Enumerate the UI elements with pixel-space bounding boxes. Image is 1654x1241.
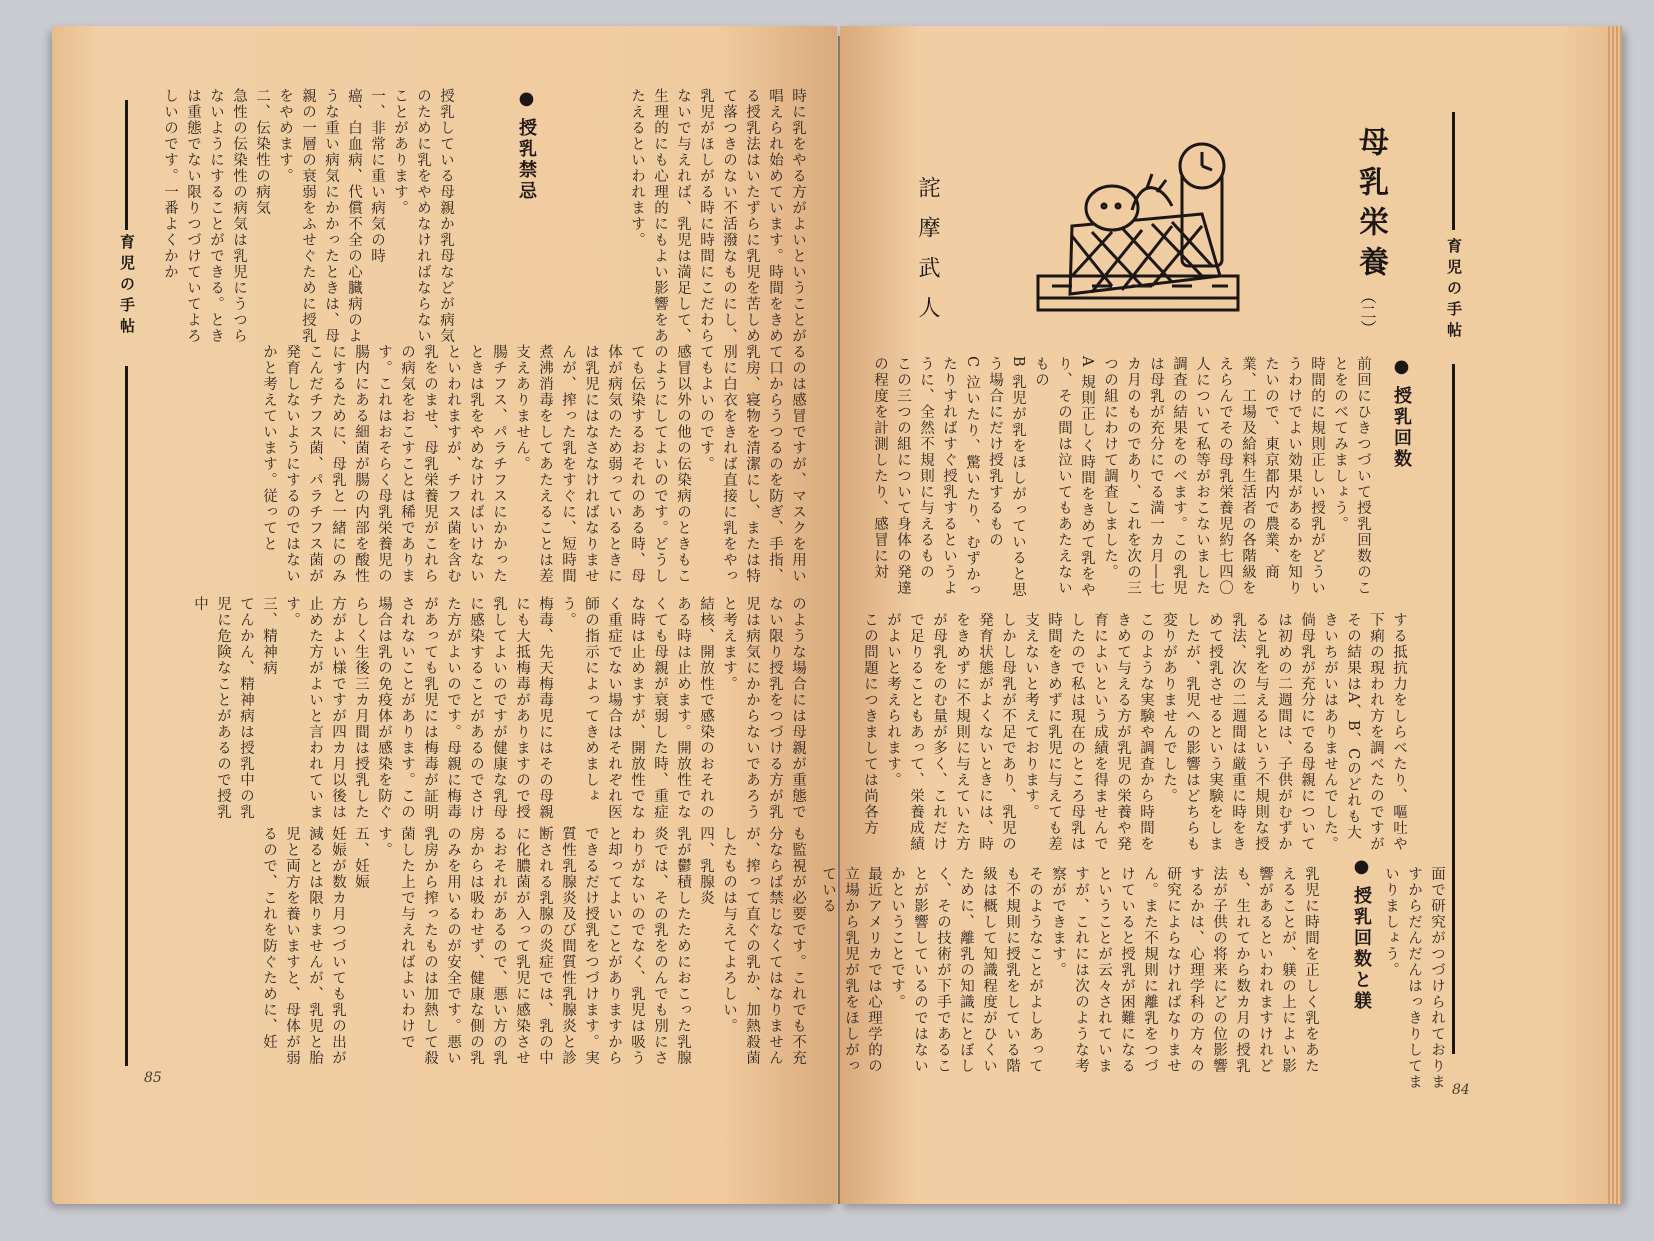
heading-kinki-text: 授乳禁忌 (516, 118, 537, 202)
right-sidebar-rule-top (1452, 112, 1455, 230)
right-col-bot-2: 面で研究がつづけられておりますからだんだんはっきりしてまいりましょう。 (1383, 866, 1445, 1090)
bullet-dot-icon: ● (1391, 356, 1412, 380)
left-sidebar-rule-top (125, 100, 128, 230)
article-author: 詫摩武人 (915, 176, 940, 336)
right-sidebar-rule-bottom (1452, 364, 1455, 1054)
left-col-mid-2: のような場合には母親が重態でない限り授乳をつづける方が乳児は病気にかからないであろうと考えます。 結核、開放性で感染のおそれのある時は止めます。開放性でなくても母親が衰弱した時、重症な時は止めますが、開放性でなく重症でない場合はそれぞれ医師の指示によってきめましょう。 梅毒、先天梅毒児にはその母親にも大抵梅毒がありますので授乳してよいのですが健康な乳母に感染することがあるのでさけた方がよいのです。母親に梅毒があっても乳児には梅毒が証明されないことがあります。この場合は乳の免疫体が感染を防ぐらしく生後三カ月間は授乳した方がよい様ですが四カ月以後は止めた方がよいと言われています。 三、精神病 てんかん、精神病は授乳中の乳児に危険なことがあるので授乳中 (192, 596, 806, 820)
baby-in-basket-with-clock-icon (1032, 126, 1244, 316)
heading-kaisu-text: 授乳回数 (1391, 386, 1412, 470)
heading-shitsuke-text: 授乳回数と躾 (1351, 886, 1372, 1012)
page-stack-edge (1608, 26, 1622, 1204)
left-col-top-intro: 時に乳をやる方がよいということが唱えられ始めています。時間をきめる授乳法はいたずらに乳児を苦しめて落つきのない不活潑なものにし、乳児がほしがる時に時間にこだわらないで与えれば、乳児は満足して、生理的にも心理的にもよい影響をあたえるといわれます。 (629, 88, 806, 344)
right-col-bot-1: する抵抗力をしらべたり、嘔吐や下痢の現われ方を調べたのですがその結果はA、B、Cのどれも大きいちがいはありませんでした。 倘母乳が充分にでる母親については初めの二週間は、子供がむずかると乳を与えるという不規則な授乳法、次の二週間は厳重に時をきめて授乳させるという実験をしましたが、乳児への影響はどちらも変りがありませんでした。 このような実験や調査から時間をきめて与える方が乳児の栄養や発育によいという成績を得ませんでしたので私は現在のところ母乳は時間をきめずに乳児に与えても差支えないと考えております。 しかし母乳が不足であり、乳児の発育状態がよくないときには、時をきめずに不規則に与えていた方が母乳をのむ量が多く、これだけで足りることもあって、栄養成績がよいと考えられます。 この問題につきましては尚各方 (862, 612, 1407, 852)
right-heading-shitsuke (1348, 856, 1374, 1012)
left-page-number: 85 (144, 1070, 162, 1086)
article-part-number: （二） (1358, 288, 1377, 336)
right-col-bot-3: 乳児に時間を正しく乳をあたえることが、躾の上によい影響があるといわれますけれども、生れてから数カ月の授乳法が子供の将来にどの位影響するかは、心理学科の方々の研究によらなければなりません。また不規則に離乳をつづけていると授乳が困難になるということが云々されていますが、これには次のような考察ができます。 そのようなことがよしあっても不規則に授乳をしている階級は概して知識程度がひくいために、離乳の知識にとぼしく、その技術が下手であることが影響しているのではないかということです。 最近アメリカでは心理学的の立場から乳児が乳をほしがっている (820, 866, 1319, 1074)
right-page-number: 84 (1452, 1082, 1470, 1098)
left-col-bot-1: も監視が必要です。これでも不充分ならば禁じなくてはなりませんが、搾って直ぐの乳か、加熱殺菌したものは与えてよろしい。 四、乳腺炎 乳が鬱積したためにおこった乳腺炎では、その乳をのんでも別にさわりがないのでなく、乳児は吸うと却ってよいことがありますからできるだけ授乳をつづけます。実質性乳腺炎及び間質性乳腺炎と診断される乳腺の炎症では、乳の中に化膿菌が入って乳児に感染させるおそれがあるので、悪い方の乳房からは吸わせず、健康な側の乳のみを用いるのが安全です。悪い乳房から搾ったものは加熱して殺菌した上で与えればよいわけです。 五、妊娠 妊娠が数カ月つづいても乳の出が減るとは限りませんが、乳児と胎児と両方を養いますと、母体が弱るので、これを防ぐために、妊 (261, 826, 806, 1066)
left-col-mid-1: るのは感冒ですが、マスクを用いて口からうつるのを防ぎ、手指、乳房、寝物を清潔にし、または特別に白衣をきれば直接に乳をやってもよいのです。 感冒以外の他の伝染病のときもこのようにしてよいのです。どうしても伝染するおそれのある時、母体が病気のため弱っているときには乳児にはなさなければなりませんが、搾った乳をすぐに、短時間煮沸消毒をしてあたえることは差支えありません。 腸チフス、パラチフスにかかったときは乳をやめなければいけないといわれますが、チフス菌を含む乳をのませ、母乳栄養児がこれらの病気をおこすことは稀であります。これはおそらく母乳栄養児の腸内にある細菌が腸の内部を酸性にするために、母乳と一緒にのみこんだチフス菌、パラチフス菌が発育しないようにするのではないかと考えています。従ってと (261, 344, 806, 584)
right-col-top-kaisu: 前回にひきつづいて授乳回数のことをのべてみましょう。 時間的に規則正しい授乳がどういうわけでよい効果があるかを知りたいので、東京都内で農業、商業、工場及給料生活者の各階級をえらんでその母乳栄養児約七四〇人について私等がおこないました調査の結果をのべます。この乳児は母乳が充分にでる満一カ月―七カ月のものであり、これを次の三つの組にわけて調査しました。 A 規則正しく時間をきめて乳をやり、その間は泣いてもあたえないもの B 乳児が乳をほしがっていると思う場合にだけ授乳するもの C 泣いたり、驚いたり、むずかったりすればすぐ授乳するというように、全然不規則に与えるもの この三つの組について身体の発達の程度を計測したり、感冒に対 (872, 356, 1371, 599)
right-heading-kaisu (1388, 356, 1414, 470)
right-page (820, 26, 1622, 1204)
article-title: 母乳栄養 (1353, 126, 1388, 286)
open-book (42, 26, 1624, 1218)
left-col-top-kinki: 授乳している母親か乳母などが病気のために乳をやめなければならないことがあります。 一、非常に重い病気の時 癌、白血病、代償不全の心臓病のような重い病気にかかったときは、母親の一層の衰弱をふせぐために授乳をやめます。 二、伝染性の病気 急性の伝染性の病気は乳児にうつらないようにすることができる。ときは重態でない限りつづけていてよろしいのです。一番よくかか (162, 88, 454, 344)
bullet-dot-icon: ● (1351, 856, 1372, 880)
left-page (52, 26, 837, 1204)
right-sidebar-label: 育児の手帖 (1445, 238, 1463, 343)
left-heading-kinki (513, 88, 539, 202)
bullet-dot-icon: ● (516, 88, 537, 112)
left-sidebar-label: 育児の手帖 (118, 234, 136, 339)
